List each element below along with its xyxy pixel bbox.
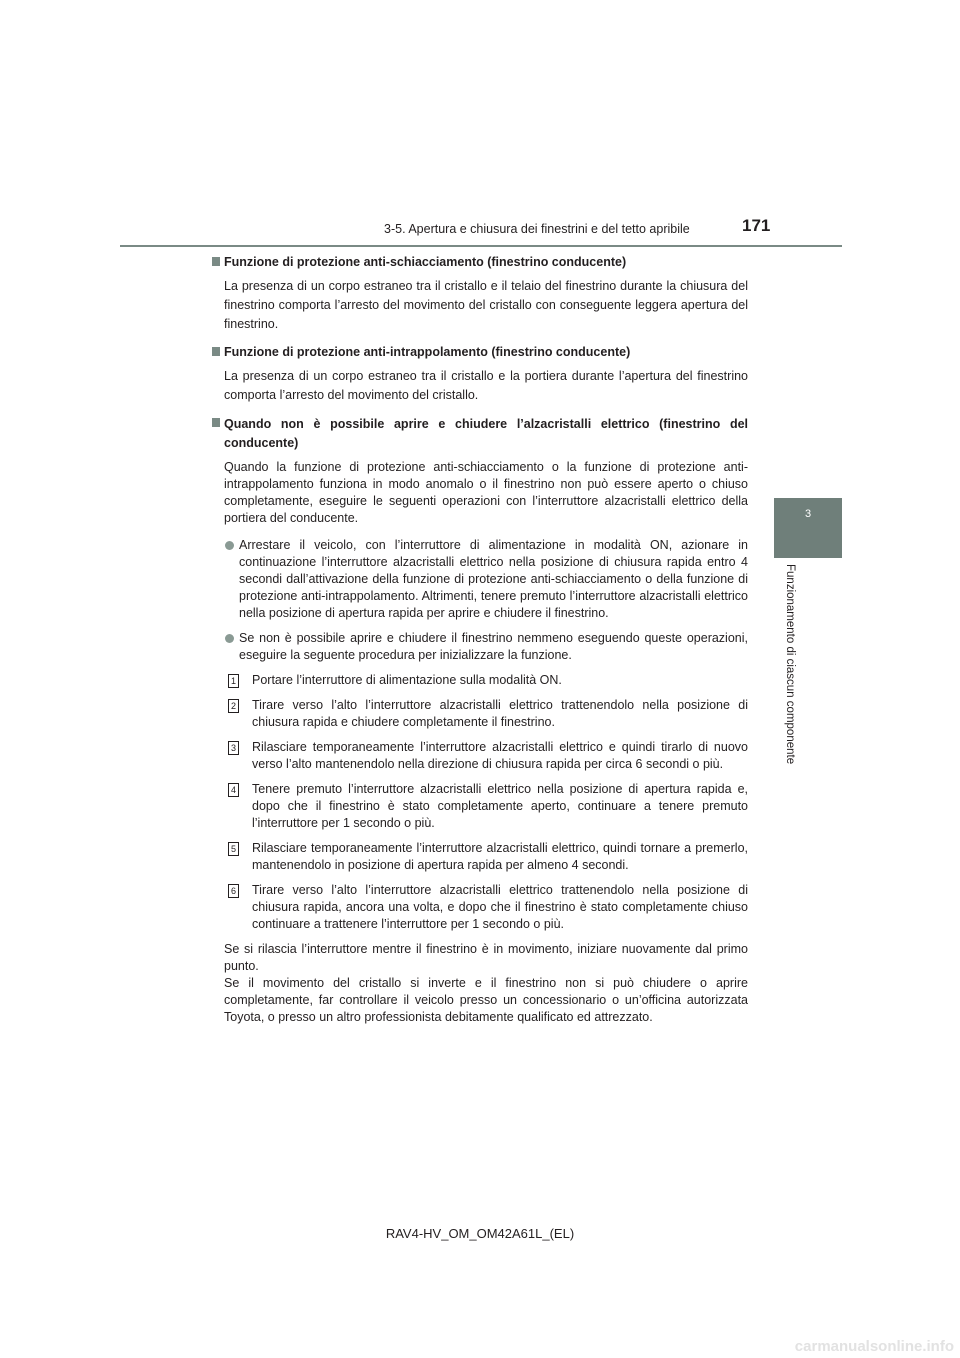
square-bullet-icon	[212, 347, 220, 356]
section-heading	[210, 254, 748, 271]
chapter-tab-number: 3	[804, 508, 812, 520]
list-item-text: Se non è possibile aprire e chiudere il finestrino nemmeno eseguendo queste operazioni, eseguire la seguente procedura per inizializzare la funzione.	[239, 631, 748, 662]
procedure-step	[210, 697, 748, 731]
step-text: Tirare verso l’alto l’interruttore alzacristalli elettrico trattenendolo nella posizione di chiusura rapida e chiudere completamente il finestrino.	[252, 698, 748, 729]
watermark: carmanualsonline.info	[794, 1338, 954, 1355]
closing-note	[210, 941, 748, 1026]
page-number: 171	[742, 216, 771, 235]
section-body: Quando la funzione di protezione anti-schiacciamento o la funzione di protezione anti-intrappolamento funziona in modo anomalo o il finestrino non può essere aperto o chiuso completamente, eseguire le seguenti operazioni con l’interruttore alzacristalli elettrico della portiera del conducente.	[224, 460, 748, 525]
procedure-step	[210, 739, 748, 773]
section-heading-text: Quando non è possibile aprire e chiudere l’alzacristalli elettrico (finestrino del conducente)	[224, 417, 748, 450]
page-content	[210, 254, 748, 1026]
step-text: Rilasciare temporaneamente l’interruttore alzacristalli elettrico e quindi tirarlo di nuovo verso l’alto mantenendolo nella direzione di chiusura rapida per circa 6 secondi o più.	[252, 740, 748, 771]
closing-note-line: Se il movimento del cristallo si inverte e il finestrino non si può chiudere o aprire completamente, far controllare il veicolo presso un concessionario o un’officina autorizzata Toyota, o presso un altro professionista debitamente qualificato ed attrezzato.	[224, 976, 748, 1024]
step-number: 1	[228, 674, 239, 688]
square-bullet-icon	[212, 257, 220, 266]
procedure-step	[210, 840, 748, 874]
chapter-side-title: Funzionamento di ciascun componente	[784, 564, 796, 765]
round-bullet-icon	[225, 634, 234, 643]
section-heading-text: Funzione di protezione anti-schiacciamento (finestrino conducente)	[224, 255, 627, 269]
list-item-text: Arrestare il veicolo, con l’interruttore di alimentazione in modalità ON, azionare in continuazione l’interruttore alzacristalli elettrico nella posizione di chiusura rapida entro 4 secondi dall’attivazione della funzione di protezione anti-schiacciamento o della funzione di protezione anti-intrappolamento. Altrimenti, tenere premuto l’interruttore alzacristalli elettrico nella posizione di apertura rapida per aprire e chiudere il finestrino.	[239, 538, 748, 620]
list-item	[210, 630, 748, 664]
section-heading-text: Funzione di protezione anti-intrappolamento (finestrino conducente)	[224, 345, 631, 359]
section-heading	[210, 344, 748, 361]
document-code: RAV4-HV_OM_OM42A61L_(EL)	[385, 1226, 575, 1241]
step-number: 3	[228, 741, 239, 755]
step-number: 2	[228, 699, 239, 713]
round-bullet-icon	[225, 541, 234, 550]
step-text: Tirare verso l’alto l’interruttore alzacristalli elettrico trattenendolo nella posizione di chiusura rapida, ancora una volta, e dopo che il finestrino è stato completamente chiuso continuare a trattenere l’interruttore per 1 secondo o più.	[252, 883, 748, 931]
step-number: 6	[228, 884, 239, 898]
header-divider	[120, 245, 842, 247]
step-number: 4	[228, 783, 239, 797]
chapter-tab	[774, 498, 842, 558]
closing-note-line: Se si rilascia l’interruttore mentre il finestrino è in movimento, iniziare nuovamente dal primo punto.	[224, 942, 748, 973]
step-text: Rilasciare temporaneamente l’interruttore alzacristalli elettrico, quindi tornare a premerlo, mantenendolo in posizione di apertura rapida per almeno 4 secondi.	[252, 841, 748, 872]
step-text: Tenere premuto l’interruttore alzacristalli elettrico nella posizione di apertura rapida e, dopo che il finestrino è stato completamente aperto, continuare a tenere premuto l’interruttore per 1 secondo o più.	[252, 782, 748, 830]
header-title: 3-5. Apertura e chiusura dei finestrini e del tetto apribile	[384, 222, 690, 236]
procedure-step	[210, 672, 748, 689]
section-body: La presenza di un corpo estraneo tra il cristallo e la portiera durante l’apertura del finestrino comporta l’arresto del movimento del cristallo.	[224, 369, 748, 402]
list-item	[210, 537, 748, 622]
step-number: 5	[228, 842, 239, 856]
section-body: La presenza di un corpo estraneo tra il cristallo e il telaio del finestrino durante la chiusura del finestrino comporta l’arresto del movimento del cristallo con conseguente leggera apertura del finestrino.	[224, 279, 748, 331]
procedure-step	[210, 781, 748, 832]
section-heading	[210, 415, 748, 453]
procedure-step	[210, 882, 748, 933]
step-text: Portare l’interruttore di alimentazione sulla modalità ON.	[252, 673, 562, 687]
square-bullet-icon	[212, 418, 220, 427]
